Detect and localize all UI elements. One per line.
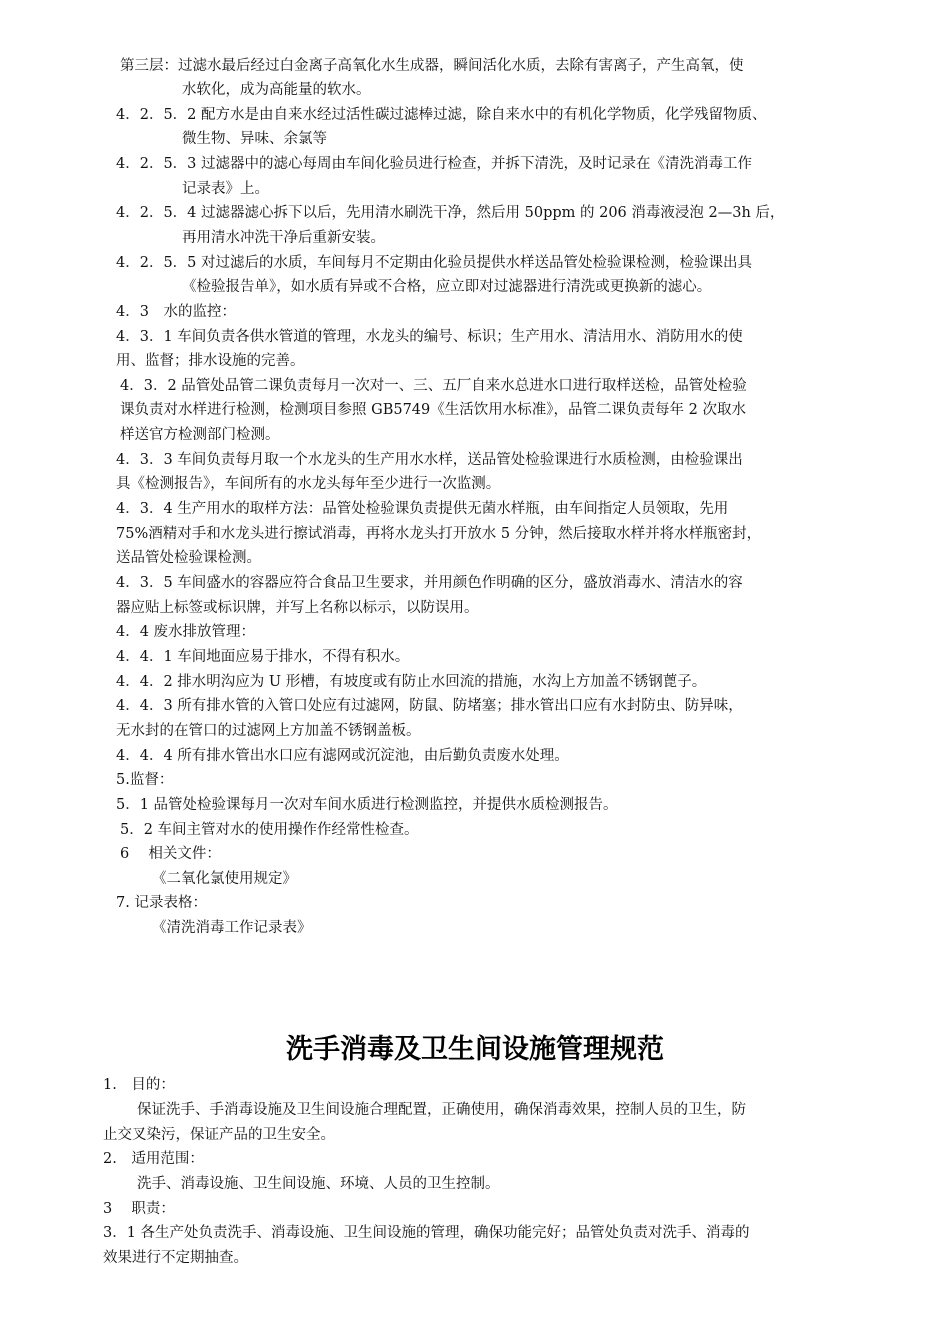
section-5-heading: 5.监督：: [116, 772, 174, 788]
paragraph-line: 课负责对水样进行检测，检测项目参照 GB5749《生活饮用水标准》，品管二课负责每年 2 次取水: [120, 402, 746, 418]
clause-4-2-5-2: 4．2．5．2 配方水是由自来水经过活性碳过滤棒过滤，除自来水中的有机化学物质，化学残留物质、: [116, 107, 767, 123]
clause-4-3-2: 4．3．2 品管处品管二课负责每月一次对一、三、五厂自来水总进水口进行取样送检，品管处检验: [120, 378, 747, 394]
clause-4-2-5-4: 4．2．5．4 过滤器滤心拆下以后，先用清水刷洗干净，然后用 50ppm 的 206 消毒液浸泡 2—3h 后，: [116, 205, 785, 221]
section-7-heading: 7. 记录表格：: [116, 895, 207, 911]
clause-4-3-4: 4．3．4 生产用水的取样方法：品管处检验课负责提供无菌水样瓶，由车间指定人员领取，先用: [116, 501, 729, 517]
clause-4-2-5-3: 4．2．5．3 过滤器中的滤心每周由车间化验员进行检查，并拆下清洗，及时记录在《清洗消毒工作: [116, 156, 753, 172]
clause-4-3-3: 4．3．3 车间负责每月取一个水龙头的生产用水水样，送品管处检验课进行水质检测，由检验课出: [116, 452, 743, 468]
section-4-4-heading: 4．4 废水排放管理：: [116, 624, 256, 640]
section-4-3-heading: 4．3 水的监控：: [116, 304, 236, 320]
paragraph-line: 无水封的在管口的过滤网上方加盖不锈钢盖板。: [116, 723, 421, 739]
paragraph-line: 止交叉染污，保证产品的卫生安全。: [103, 1127, 335, 1143]
paragraph-line: 洗手、消毒设施、卫生间设施、环境、人员的卫生控制。: [137, 1176, 500, 1192]
clause-4-4-2: 4．4．2 排水明沟应为 U 形槽，有坡度或有防止水回流的措施，水沟上方加盖不锈钢蓖子。: [116, 674, 707, 690]
paragraph-line: 水软化，成为高能量的软水。: [182, 82, 371, 98]
paragraph-line: 具《检测报告》，车间所有的水龙头每年至少进行一次监测。: [116, 476, 501, 492]
purpose-heading: 1. 目的：: [103, 1077, 175, 1093]
paragraph-line: 送品管处检验课检测。: [116, 550, 261, 566]
paragraph-line: 效果进行不定期抽查。: [103, 1250, 248, 1266]
clause-4-2-5-5: 4．2．5．5 对过滤后的水质，车间每月不定期由化验员提供水样送品管处检验课检测，检验课出具: [116, 255, 753, 271]
clause-4-4-3: 4．4．3 所有排水管的入管口处应有过滤网，防鼠、防堵塞；排水管出口应有水封防虫、防异味，: [116, 698, 743, 714]
record-form: 《清洗消毒工作记录表》: [152, 920, 312, 936]
paragraph-line: 器应贴上标签或标识牌，并写上名称以标示，以防误用。: [116, 600, 479, 616]
paragraph-line: 记录表》上。: [182, 181, 269, 197]
clause-4-4-4: 4．4．4 所有排水管出水口应有滤网或沉淀池，由后勤负责废水处理。: [116, 748, 569, 764]
clause-4-3-1: 4．3．1 车间负责各供水管道的管理，水龙头的编号、标识；生产用水、清洁用水、消防用水的使: [116, 329, 743, 345]
paragraph-line: 用、监督；排水设施的完善。: [116, 353, 305, 369]
paragraph-line: 保证洗手、手消毒设施及卫生间设施合理配置，正确使用，确保消毒效果，控制人员的卫生，防: [137, 1102, 746, 1118]
clause-4-3-5: 4．3．5 车间盛水的容器应符合食品卫生要求，并用颜色作明确的区分，盛放消毒水、清洁水的容: [116, 575, 743, 591]
clause-5-2: 5．2 车间主管对水的使用操作作经常性检查。: [120, 822, 419, 838]
section-title: 洗手消毒及卫生间设施管理规范: [286, 1034, 664, 1065]
paragraph-line: 微生物、异味、余氯等: [182, 131, 327, 147]
section-6-heading: 6 相关文件：: [120, 846, 221, 862]
clause-3-1: 3．1 各生产处负责洗手、消毒设施、卫生间设施的管理，确保功能完好；品管处负责对洗手、消毒的: [103, 1225, 750, 1241]
paragraph-line: 75%酒精对手和水龙头进行擦试消毒，再将水龙头打开放水 5 分钟，然后接取水样并将水样瓶密封，: [116, 526, 762, 542]
responsibility-heading: 3 职责：: [103, 1201, 175, 1217]
related-document: 《二氧化氯使用规定》: [152, 871, 297, 887]
paragraph-line: 再用清水冲洗干净后重新安装。: [182, 230, 385, 246]
paragraph-line: 第三层：过滤水最后经过白金离子高氧化水生成器，瞬间活化水质，去除有害离子，产生高氧，使: [120, 58, 744, 74]
paragraph-line: 样送官方检测部门检测。: [120, 427, 280, 443]
paragraph-line: 《检验报告单》，如水质有异或不合格，应立即对过滤器进行清洗或更换新的滤心。: [182, 279, 712, 295]
clause-4-4-1: 4．4．1 车间地面应易于排水，不得有积水。: [116, 649, 410, 665]
clause-5-1: 5．1 品管处检验课每月一次对车间水质进行检测监控，并提供水质检测报告。: [116, 797, 618, 813]
scope-heading: 2. 适用范围：: [103, 1151, 204, 1167]
